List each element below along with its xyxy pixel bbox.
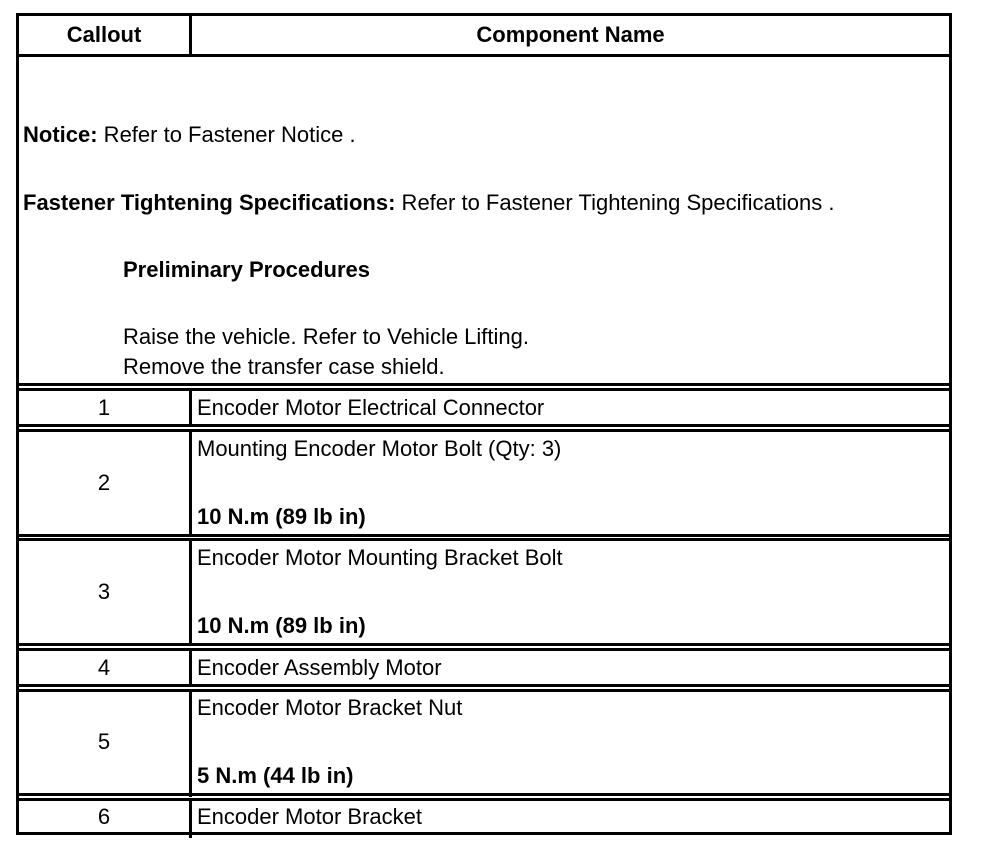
column-divider xyxy=(189,648,192,686)
column-divider xyxy=(189,16,192,54)
row-divider xyxy=(19,429,949,432)
notice-text: Refer to Fastener Notice . xyxy=(97,122,356,147)
spec-text: Refer to Fastener Tightening Specifications . xyxy=(395,190,835,215)
row-divider xyxy=(19,648,949,651)
row-divider xyxy=(19,388,949,391)
column-divider xyxy=(189,689,192,797)
prelim-step-1: Raise the vehicle. Refer to Vehicle Lifting. xyxy=(123,324,530,349)
callout-cell: 2 xyxy=(97,470,111,495)
row-divider xyxy=(19,643,949,646)
callout-cell: 6 xyxy=(97,804,111,829)
row-divider xyxy=(19,798,949,801)
callout-cell: 1 xyxy=(97,395,111,420)
column-divider xyxy=(189,798,192,838)
torque-spec: 5 N.m (44 lb in) xyxy=(197,763,354,788)
column-divider xyxy=(189,388,192,426)
row-divider xyxy=(19,684,949,687)
row-divider xyxy=(19,383,949,386)
callout-cell: 3 xyxy=(97,579,111,604)
callout-cell: 4 xyxy=(97,655,111,680)
prelim-heading: Preliminary Procedures xyxy=(123,257,371,282)
spec-line xyxy=(23,190,945,216)
component-name-cell: Encoder Motor Bracket Nut xyxy=(197,695,463,720)
component-name-cell: Mounting Encoder Motor Bolt (Qty: 3) xyxy=(197,436,562,461)
component-name-cell: Encoder Motor Bracket xyxy=(197,804,422,829)
row-divider xyxy=(19,54,949,57)
row-divider xyxy=(19,793,949,796)
header-component-name: Component Name xyxy=(476,22,665,47)
callout-cell: 5 xyxy=(97,729,111,754)
prelim-step-2: Remove the transfer case shield. xyxy=(123,354,445,379)
header-callout: Callout xyxy=(66,22,142,47)
row-divider xyxy=(19,424,949,427)
row-divider xyxy=(19,534,949,537)
component-name-cell: Encoder Motor Electrical Connector xyxy=(197,395,545,420)
column-divider xyxy=(189,538,192,646)
fastener-table xyxy=(16,13,952,835)
notice-line xyxy=(23,122,945,148)
spec-label: Fastener Tightening Specifications: xyxy=(23,190,396,215)
row-divider xyxy=(19,689,949,692)
torque-spec: 10 N.m (89 lb in) xyxy=(197,504,366,529)
torque-spec: 10 N.m (89 lb in) xyxy=(197,613,366,638)
column-divider xyxy=(189,429,192,537)
row-divider xyxy=(19,538,949,541)
component-name-cell: Encoder Assembly Motor xyxy=(197,655,442,680)
notice-label: Notice: xyxy=(23,122,98,147)
component-name-cell: Encoder Motor Mounting Bracket Bolt xyxy=(197,545,563,570)
